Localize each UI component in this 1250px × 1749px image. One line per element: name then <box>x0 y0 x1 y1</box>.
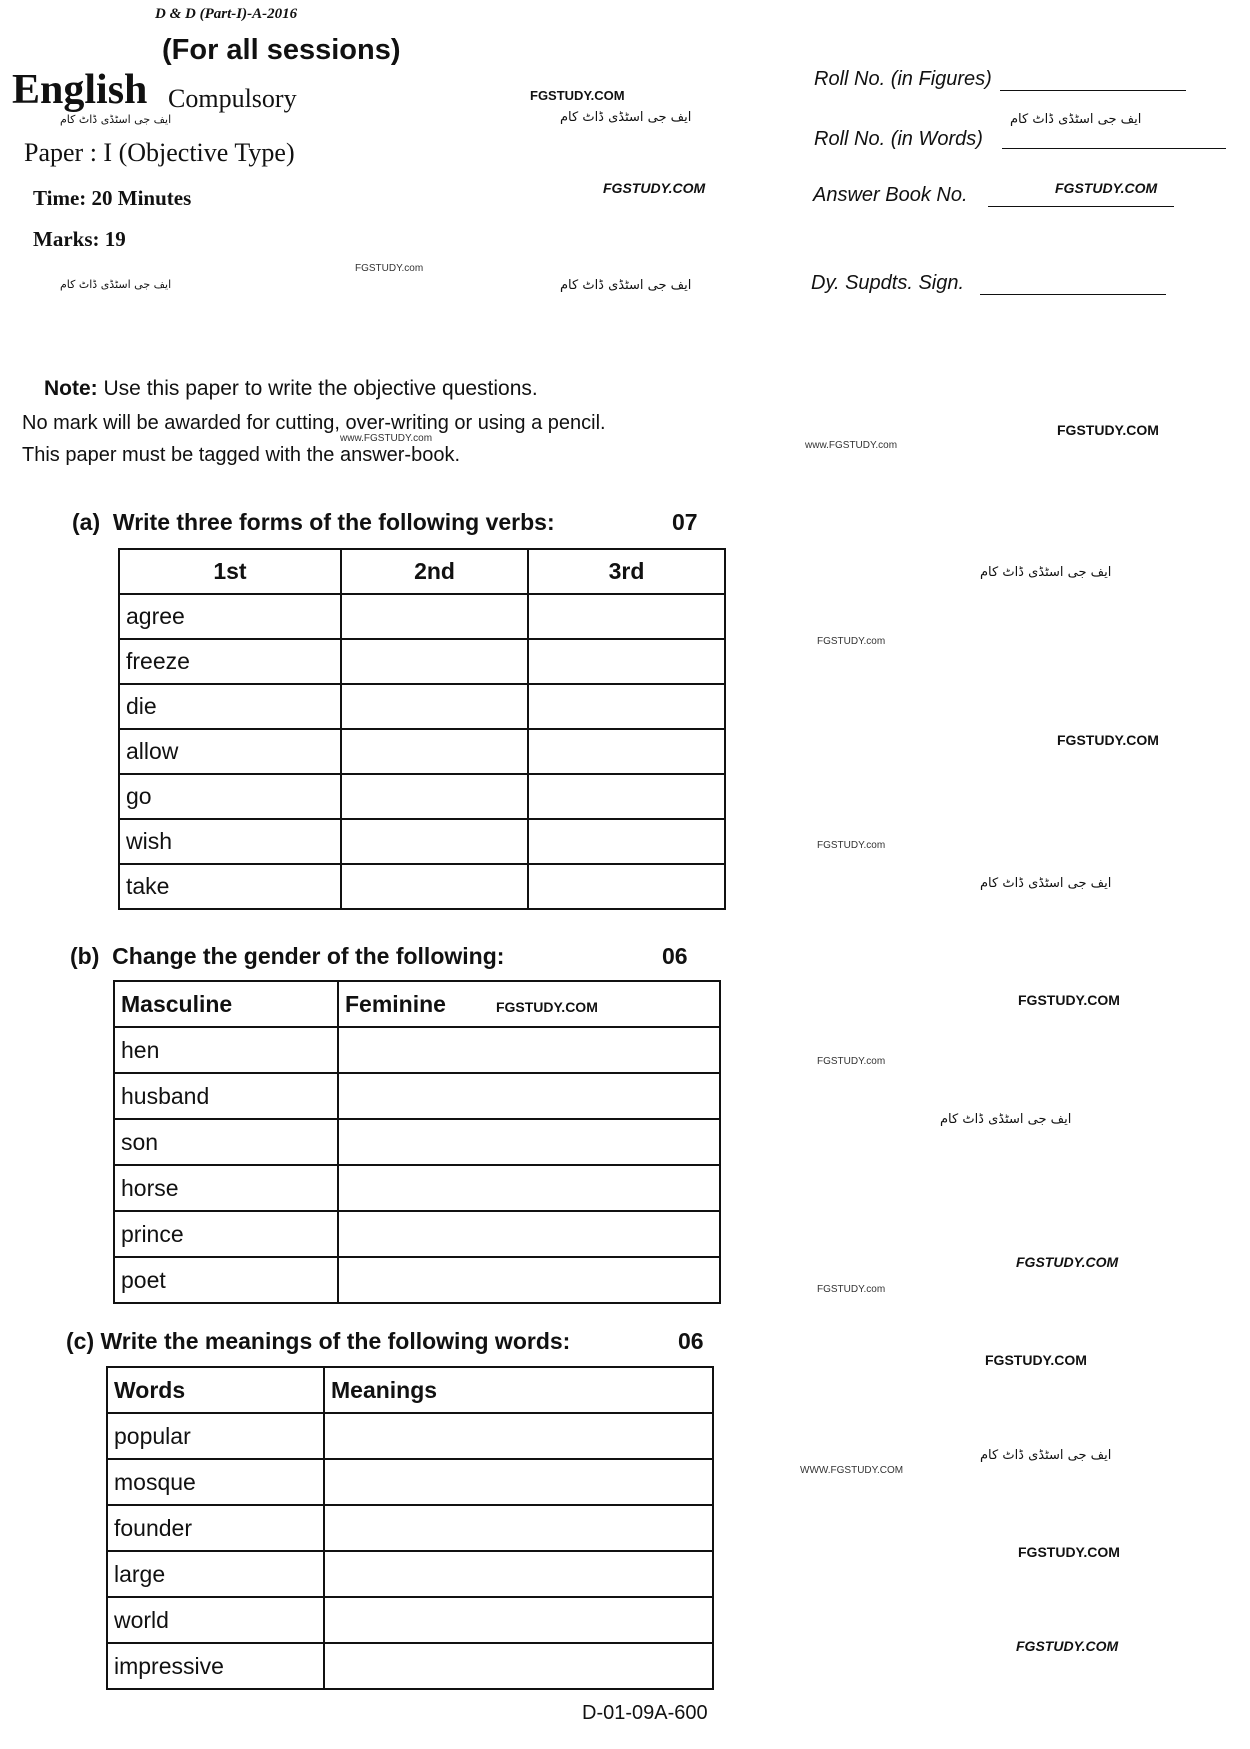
fgstudy-watermark: FGSTUDY.com <box>817 840 886 851</box>
table-row <box>119 639 725 684</box>
fgstudy-watermark: FGSTUDY.COM <box>1016 1638 1119 1654</box>
meanings-table <box>106 1366 714 1690</box>
answer-cell[interactable] <box>324 1643 713 1689</box>
subject-subtitle: Compulsory <box>168 84 297 113</box>
table-row <box>119 864 725 909</box>
column-header: 3rd <box>528 549 725 594</box>
verb-cell: wish <box>119 819 341 864</box>
table-row <box>114 1027 720 1073</box>
fgstudy-watermark: FGSTUDY.COM <box>530 88 625 103</box>
sessions-heading: (For all sessions) <box>162 34 401 66</box>
answer-cell[interactable] <box>338 1165 720 1211</box>
column-header: 2nd <box>341 549 528 594</box>
note-line-1: Note: Use this paper to write the objective questions. <box>44 377 538 400</box>
answer-cell[interactable] <box>324 1551 713 1597</box>
masculine-cell: prince <box>114 1211 338 1257</box>
answer-cell[interactable] <box>324 1413 713 1459</box>
word-cell: founder <box>107 1505 324 1551</box>
section-c-heading: (c) Write the meanings of the following words: <box>66 1328 571 1354</box>
word-cell: large <box>107 1551 324 1597</box>
note-line-2: No mark will be awarded for cutting, over-writing or using a pencil. <box>22 412 606 434</box>
subject-title: English <box>12 67 148 113</box>
footer-code: D-01-09A-600 <box>582 1702 708 1724</box>
table-row <box>107 1459 713 1505</box>
table-row <box>114 1257 720 1303</box>
urdu-watermark: ایف جی اسٹڈی ڈاٹ کام <box>1010 112 1142 127</box>
column-header: Words <box>107 1367 324 1413</box>
answer-cell[interactable] <box>341 864 528 909</box>
table-header-row <box>114 981 720 1027</box>
answer-cell[interactable] <box>338 1119 720 1165</box>
column-header: Feminine FGSTUDY.COM <box>338 981 720 1027</box>
section-c-marks: 06 <box>678 1328 704 1354</box>
roll-words-label: Roll No. (in Words) <box>814 128 983 150</box>
answer-book-label: Answer Book No. <box>813 184 968 206</box>
fgstudy-watermark: FGSTUDY.COM <box>1057 732 1159 748</box>
fgstudy-watermark: FGSTUDY.COM <box>603 180 706 196</box>
answer-cell[interactable] <box>338 1073 720 1119</box>
word-cell: popular <box>107 1413 324 1459</box>
gender-table <box>113 980 721 1304</box>
fgstudy-watermark: www.FGSTUDY.com <box>805 440 898 451</box>
fgstudy-watermark: FGSTUDY.com <box>817 636 886 647</box>
answer-cell[interactable] <box>528 594 725 639</box>
table-row <box>119 729 725 774</box>
answer-cell[interactable] <box>528 639 725 684</box>
time-allowed: Time: 20 Minutes <box>33 186 192 210</box>
answer-cell[interactable] <box>341 774 528 819</box>
answer-cell[interactable] <box>338 1257 720 1303</box>
note-line-3: This paper must be tagged with the answer-book. <box>22 444 461 466</box>
column-header: Meanings <box>324 1367 713 1413</box>
verb-cell: allow <box>119 729 341 774</box>
urdu-watermark: ایف جی اسٹڈی ڈاٹ کام <box>560 110 692 125</box>
verb-cell: freeze <box>119 639 341 684</box>
table-row <box>107 1643 713 1689</box>
fgstudy-watermark: www.FGSTUDY.com <box>340 433 433 444</box>
verb-cell: go <box>119 774 341 819</box>
answer-cell[interactable] <box>341 819 528 864</box>
urdu-watermark: ایف جی اسٹڈی ڈاٹ کام <box>60 278 172 291</box>
fgstudy-watermark: FGSTUDY.COM <box>1057 422 1159 438</box>
urdu-watermark: ایف جی اسٹڈی ڈاٹ کام <box>980 1448 1112 1463</box>
supdt-sign-line[interactable] <box>980 294 1166 295</box>
verb-cell: agree <box>119 594 341 639</box>
fgstudy-watermark: FGSTUDY.COM <box>1016 1254 1119 1270</box>
answer-cell[interactable] <box>528 729 725 774</box>
table-row <box>107 1505 713 1551</box>
fgstudy-watermark: FGSTUDY.COM <box>985 1352 1087 1368</box>
urdu-watermark: ایف جی اسٹڈی ڈاٹ کام <box>940 1112 1072 1127</box>
masculine-cell: husband <box>114 1073 338 1119</box>
word-cell: impressive <box>107 1643 324 1689</box>
answer-cell[interactable] <box>528 864 725 909</box>
section-a-heading: (a) Write three forms of the following verbs: <box>72 509 555 535</box>
answer-cell[interactable] <box>324 1459 713 1505</box>
answer-cell[interactable] <box>528 684 725 729</box>
urdu-watermark: ایف جی اسٹڈی ڈاٹ کام <box>980 876 1112 891</box>
table-row <box>114 1165 720 1211</box>
paper-type: Paper : I (Objective Type) <box>24 138 295 167</box>
table-header-row <box>119 549 725 594</box>
answer-cell[interactable] <box>338 1211 720 1257</box>
table-row <box>114 1119 720 1165</box>
urdu-watermark: ایف جی اسٹڈی ڈاٹ کام <box>560 278 692 293</box>
fgstudy-watermark: FGSTUDY.com <box>355 263 424 274</box>
table-row <box>114 1211 720 1257</box>
table-row <box>119 684 725 729</box>
section-b-heading: (b) Change the gender of the following: <box>70 943 505 969</box>
verbs-table <box>118 548 726 910</box>
table-row <box>119 594 725 639</box>
column-header: 1st <box>119 549 341 594</box>
section-b-marks: 06 <box>662 943 688 969</box>
masculine-cell: poet <box>114 1257 338 1303</box>
fgstudy-watermark: FGSTUDY.com <box>817 1056 886 1067</box>
column-header: Masculine <box>114 981 338 1027</box>
roll-figures-label: Roll No. (in Figures) <box>814 68 992 90</box>
table-row <box>107 1597 713 1643</box>
urdu-watermark: ایف جی اسٹڈی ڈاٹ کام <box>980 565 1112 580</box>
roll-words-line[interactable] <box>1002 148 1226 149</box>
verb-cell: die <box>119 684 341 729</box>
table-row <box>107 1551 713 1597</box>
answer-cell[interactable] <box>528 819 725 864</box>
answer-cell[interactable] <box>341 729 528 774</box>
answer-cell[interactable] <box>341 639 528 684</box>
answer-cell[interactable] <box>528 774 725 819</box>
roll-figures-line[interactable] <box>1000 90 1186 91</box>
masculine-cell: horse <box>114 1165 338 1211</box>
answer-cell[interactable] <box>324 1597 713 1643</box>
answer-book-line[interactable] <box>988 206 1174 207</box>
fgstudy-watermark: FGSTUDY.COM <box>1055 180 1158 196</box>
masculine-cell: son <box>114 1119 338 1165</box>
verb-cell: take <box>119 864 341 909</box>
word-cell: mosque <box>107 1459 324 1505</box>
table-row <box>114 1073 720 1119</box>
total-marks: Marks: 19 <box>33 227 126 251</box>
table-header-row <box>107 1367 713 1413</box>
word-cell: world <box>107 1597 324 1643</box>
supdt-sign-label: Dy. Supdts. Sign. <box>811 272 965 294</box>
urdu-watermark: ایف جی اسٹڈی ڈاٹ کام <box>60 113 172 126</box>
masculine-cell: hen <box>114 1027 338 1073</box>
table-row <box>119 819 725 864</box>
answer-cell[interactable] <box>324 1505 713 1551</box>
fgstudy-watermark: FGSTUDY.COM <box>495 998 598 1015</box>
answer-cell[interactable] <box>341 594 528 639</box>
table-row <box>119 774 725 819</box>
paper-code: D & D (Part-I)-A-2016 <box>155 6 298 22</box>
fgstudy-watermark: WWW.FGSTUDY.COM <box>800 1465 904 1476</box>
section-a-marks: 07 <box>672 509 698 535</box>
fgstudy-watermark: FGSTUDY.com <box>817 1284 886 1295</box>
answer-cell[interactable] <box>341 684 528 729</box>
fgstudy-watermark: FGSTUDY.COM <box>1018 1544 1120 1560</box>
fgstudy-watermark: FGSTUDY.COM <box>1018 992 1120 1008</box>
table-row <box>107 1413 713 1459</box>
answer-cell[interactable] <box>338 1027 720 1073</box>
